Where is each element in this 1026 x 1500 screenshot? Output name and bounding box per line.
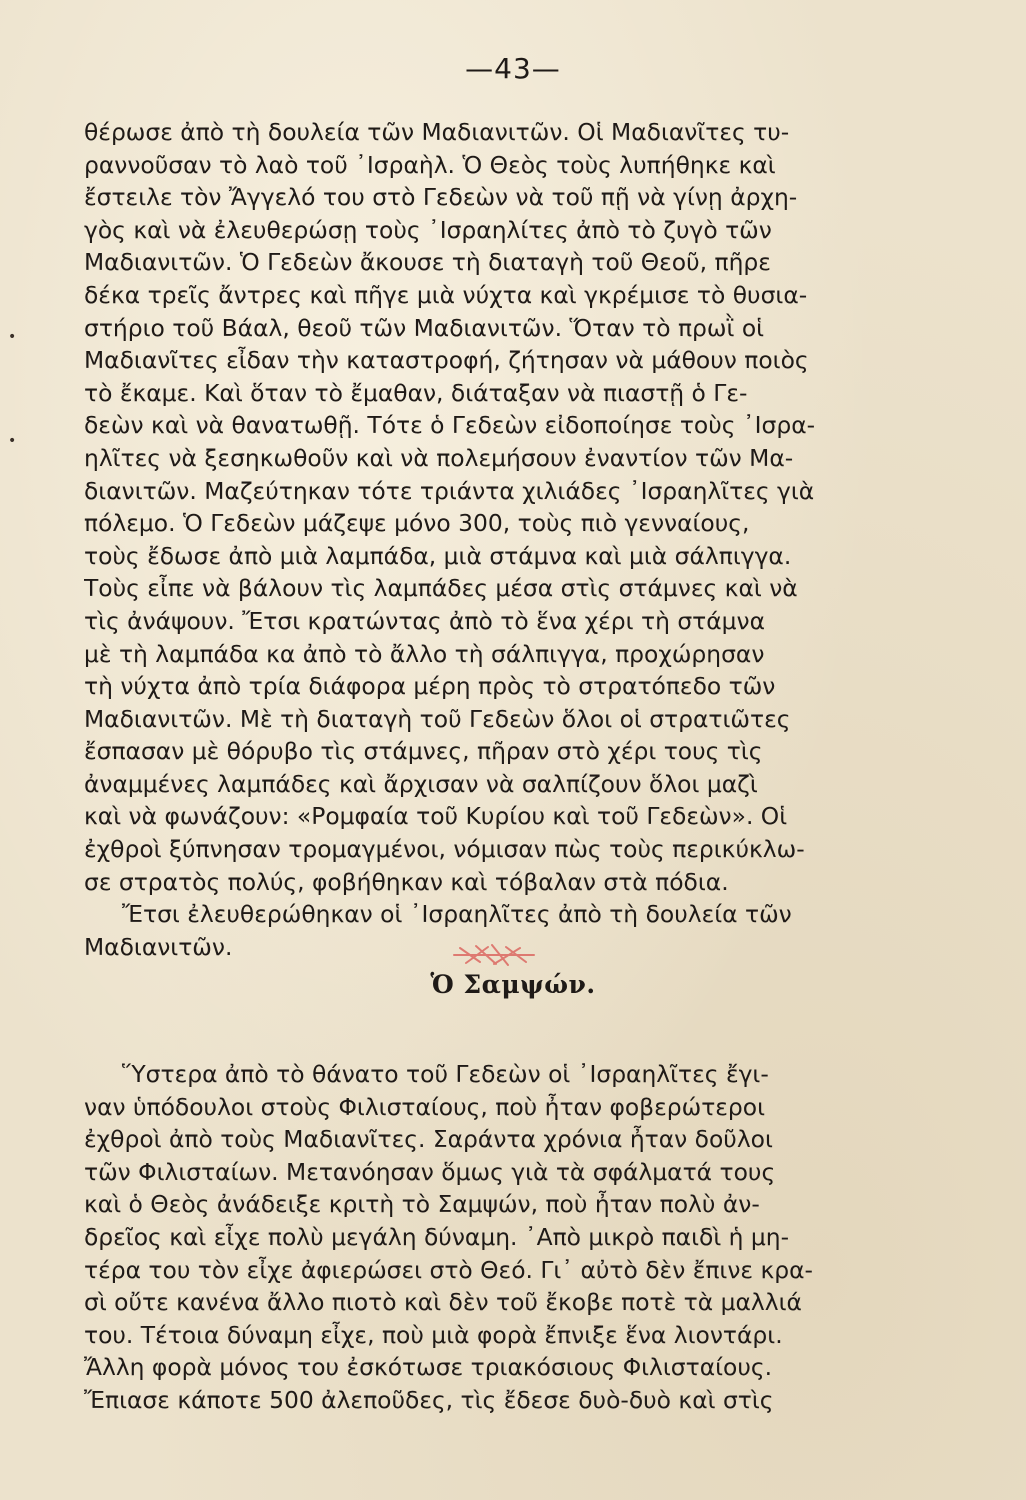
text-line: Ἔπιασε κάποτε 500 ἀλεποῦδες, τὶς ἔδεσε δυὸ-δυὸ καὶ στὶς [84, 1385, 774, 1414]
text-line: δεὼν καὶ νὰ θανατωθῇ. Τότε ὁ Γεδεὼν εἰδοποίησε τοὺς ᾿Ισρα- [84, 411, 816, 440]
text-line: καὶ νὰ φωνάζουν: «Ρομφαία τοῦ Κυρίου καὶ τοῦ Γεδεὼν». Οἱ [84, 802, 788, 831]
section-title: Ὁ Σαμψών. [430, 970, 596, 999]
text-line: σε στρατὸς πολύς, φοβήθηκαν καὶ τόβαλαν στὰ πόδια. [84, 867, 729, 896]
text-line: ραννοῦσαν τὸ λαὸ τοῦ ᾿Ισραὴλ. Ὁ Θεὸς τοὺς λυπήθηκε καὶ [84, 150, 776, 179]
text-line: καὶ ὁ Θεὸς ἀνάδειξε κριτὴ τὸ Σαμψών, ποὺ ἦταν πολὺ ἀν- [84, 1190, 760, 1219]
text-line: Μαδιανιτῶν. Ὁ Γεδεὼν ἄκουσε τὴ διαταγὴ τοῦ Θεοῦ, πῆρε [84, 248, 771, 277]
text-line: δρεῖος καὶ εἶχε πολὺ μεγάλη δύναμη. ᾿Απὸ μικρὸ παιδὶ ἡ μη- [84, 1222, 790, 1251]
text-line: ηλῖτες νὰ ξεσηκωθοῦν καὶ νὰ πολεμήσουν ἐναντίον τῶν Μα- [84, 443, 794, 472]
text-line: τέρα του τὸν εἶχε ἀφιερώσει στὸ Θεό. Γι᾿ αὐτὸ δὲν ἔπινε κρα- [84, 1255, 813, 1284]
text-line: του. Τέτοια δύναμη εἶχε, ποὺ μιὰ φορὰ ἔπνιξε ἕνα λιοντάρι. [84, 1320, 783, 1349]
text-line: πόλεμο. Ὁ Γεδεὼν μάζεψε μόνο 300, τοὺς πιὸ γενναίους, [84, 509, 750, 538]
text-line: Ὕστερα ἀπὸ τὸ θάνατο τοῦ Γεδεὼν οἱ ᾿Ισραηλῖτες ἔγι- [122, 1060, 769, 1088]
text-line: διανιτῶν. Μαζεύτηκαν τότε τριάντα χιλιάδες ᾿Ισραηλῖτες γιὰ [84, 476, 815, 505]
text-line: ἔσπασαν μὲ θόρυβο τὶς στάμνες, πῆραν στὸ χέρι τους τὶς [84, 737, 763, 766]
text-line: Τοὺς εἶπε νὰ βάλουν τὶς λαμπάδες μέσα στὶς στάμνες καὶ νὰ [84, 574, 798, 603]
text-line: Ἔτσι ἐλευθερώθηκαν οἱ ᾿Ισραηλῖτες ἀπὸ τὴ δουλεία τῶν [122, 900, 792, 929]
text-line: Μαδιανιτῶν. [84, 932, 233, 961]
page-number: —43— [465, 52, 561, 85]
text-line: γὸς καὶ νὰ ἐλευθερώσῃ τοὺς ᾿Ισραηλίτες ἀπὸ τὸ ζυγὸ τῶν [84, 215, 772, 244]
text-line: τὴ νύχτα ἀπὸ τρία διάφορα μέρη πρὸς τὸ στρατόπεδο τῶν [84, 672, 776, 701]
red-ink-ornament [446, 938, 542, 972]
text-block-gideon [84, 116, 894, 963]
margin-dot-mark: • [8, 329, 17, 345]
text-line: ἐχθροὶ ξύπνησαν τρομαγμένοι, νόμισαν πὼς τοὺς περικύκλω- [84, 835, 805, 864]
text-line: σὶ οὔτε κανένα ἄλλο πιοτὸ καὶ δὲν τοῦ ἔκοβε ποτὲ τὰ μαλλιά [84, 1288, 802, 1317]
text-line: ἀναμμένες λαμπάδες καὶ ἄρχισαν νὰ σαλπίζουν ὅλοι μαζὶ [84, 769, 758, 798]
text-line: δέκα τρεῖς ἄντρες καὶ πῆγε μιὰ νύχτα καὶ γκρέμισε τὸ θυσια- [84, 280, 808, 309]
text-line: Μαδιανιτῶν. Μὲ τὴ διαταγὴ τοῦ Γεδεὼν ὅλοι οἱ στρατιῶτες [84, 704, 791, 733]
text-line: Ἄλλη φορὰ μόνος του ἐσκότωσε τριακόσιους Φιλισταίους. [84, 1353, 773, 1382]
margin-dot-mark: • [8, 433, 17, 449]
text-line: ἐχθροὶ ἀπὸ τοὺς Μαδιανῖτες. Σαράντα χρόνια ἦταν δοῦλοι [84, 1125, 773, 1154]
text-line: μὲ τὴ λαμπάδα κα ἀπὸ τὸ ἄλλο τὴ σάλπιγγα, προχώρησαν [84, 639, 765, 668]
text-line: τοὺς ἔδωσε ἀπὸ μιὰ λαμπάδα, μιὰ στάμνα καὶ μιὰ σάλπιγγα. [84, 541, 792, 570]
text-line: ἔστειλε τὸν Ἄγγελό του στὸ Γεδεὼν νὰ τοῦ πῇ νὰ γίνῃ ἀρχη- [84, 183, 798, 212]
text-line: ναν ὑπόδουλοι στοὺς Φιλισταίους, ποὺ ἦταν φοβερώτεροι [84, 1092, 765, 1121]
text-line: θέρωσε ἀπὸ τὴ δουλεία τῶν Μαδιανιτῶν. Οἱ Μαδιανῖτες τυ- [84, 118, 790, 146]
text-block-samson [84, 1058, 894, 1417]
text-line: τὸ ἔκαμε. Καὶ ὅταν τὸ ἔμαθαν, διάταξαν νὰ πιαστῇ ὁ Γε- [84, 378, 748, 407]
text-line: στήριο τοῦ Βάαλ, θεοῦ τῶν Μαδιανιτῶν. Ὅταν τὸ πρωῒ οἱ [84, 313, 765, 342]
text-line: τὶς ἀνάψουν. Ἔτσι κρατώντας ἀπὸ τὸ ἕνα χέρι τὴ στάμνα [84, 606, 766, 635]
text-line: τῶν Φιλισταίων. Μετανόησαν ὅμως γιὰ τὰ σφάλματά τους [84, 1157, 776, 1186]
text-line: Μαδιανῖτες εἶδαν τὴν καταστροφή, ζήτησαν νὰ μάθουν ποιὸς [84, 346, 809, 375]
